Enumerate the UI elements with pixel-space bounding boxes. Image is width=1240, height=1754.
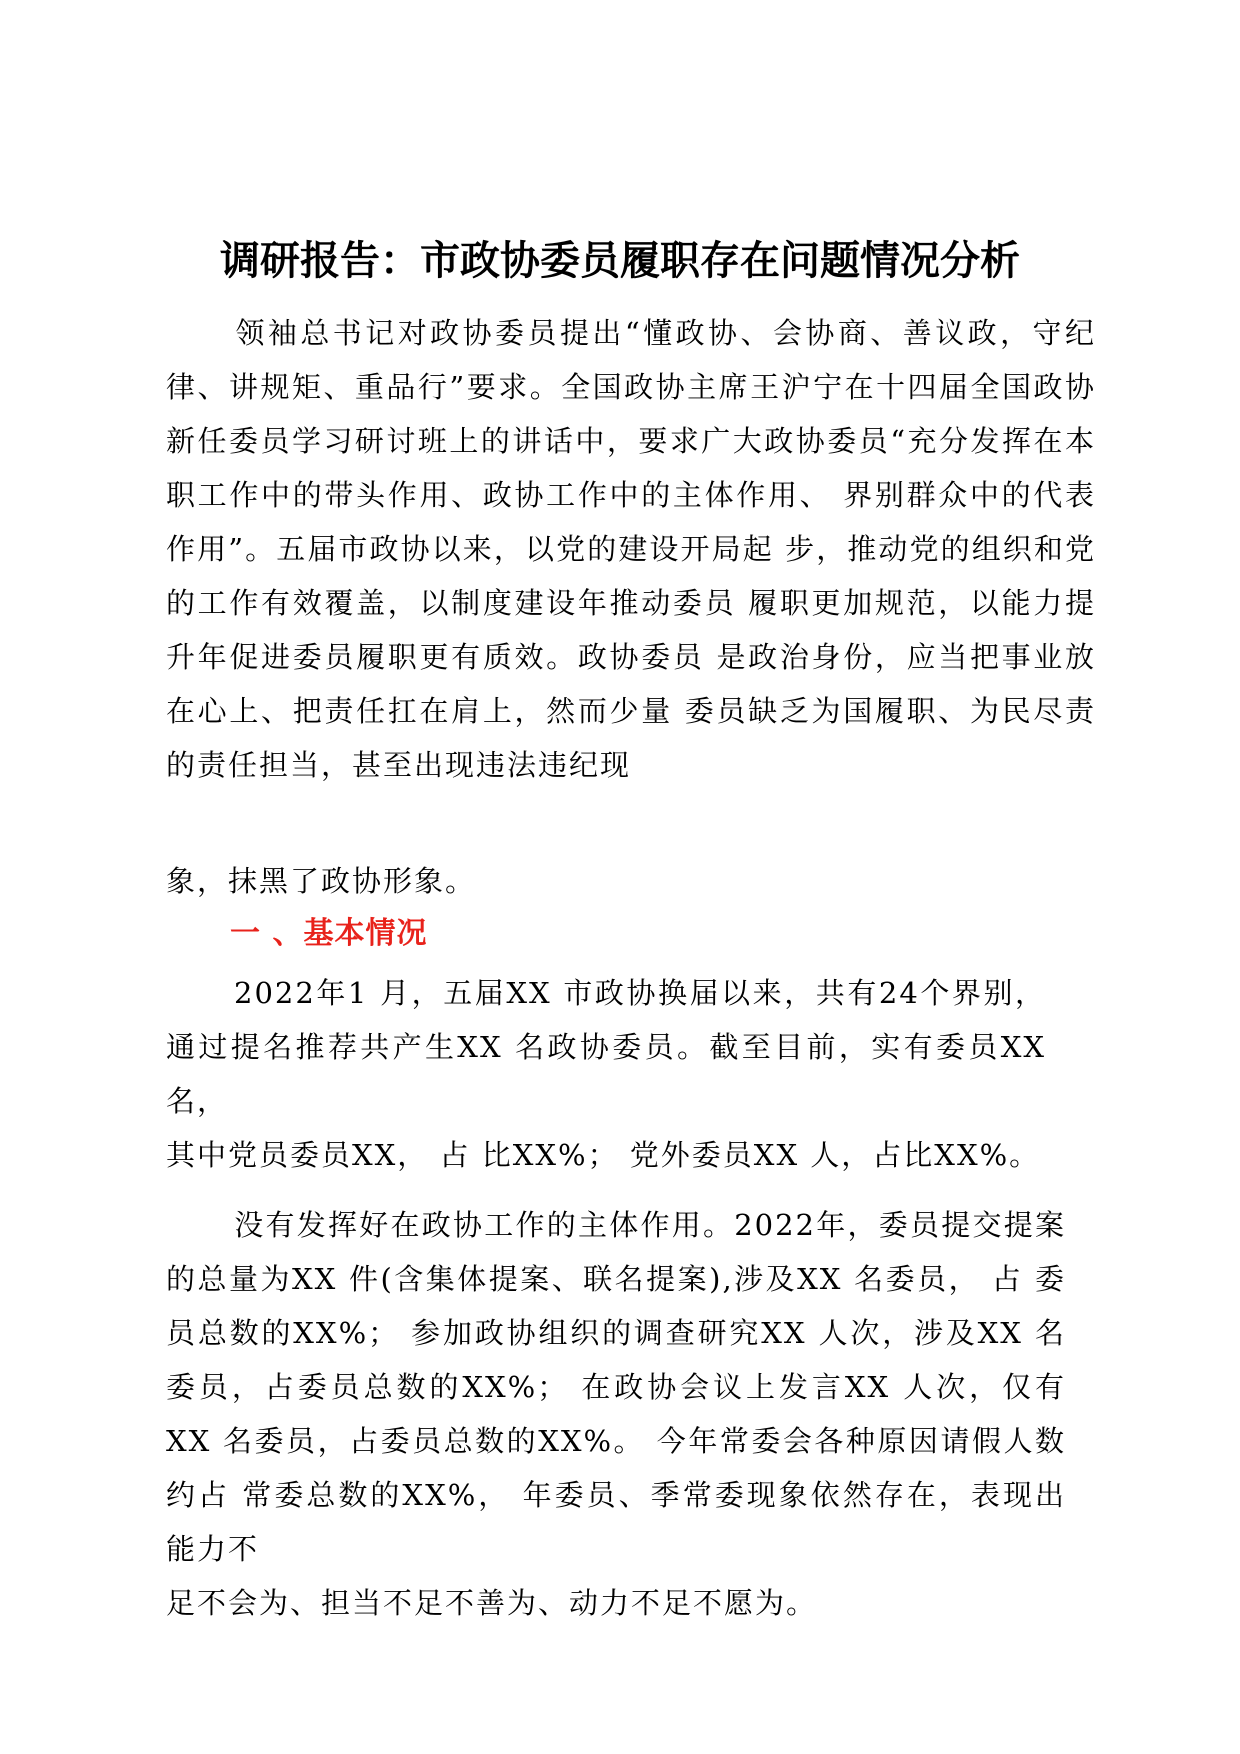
paragraph-conclusion: 足不会为、担当不足不善为、动力不足不愿为。	[166, 1586, 818, 1620]
document-title: 调研报告：市政协委员履职存在问题情况分析	[220, 238, 1020, 284]
paragraph-member-ratio: 其中党员委员XX， 占 比XX%； 党外委员XX 人，占比XX%。	[166, 1138, 1041, 1172]
paragraph-intro-text: 领袖总书记对政协委员提出“懂政协、会协商、善议政，守纪律、讲规矩、重品行”要求。全国政协主席王沪宁在十四届全国政协新任委员学习研讨班上的讲话中，要求广大政协委员“充分发挥在本职工作中的带头作用、政协工作中的主体作用、 界别群众中的代表作用”。五届市政协以来，以党的建设开局起 步，推动党的组织和党的工作有效覆盖，以制度建设年推动委员 履职更加规范，以能力提升年促进委员履职更有质效。政协委员 是政治身份，应当把事业放在心上、把责任扛在肩上，然而少量 委员缺乏为国履职、为民尽责的责任担当，甚至出现违法违纪现	[166, 316, 1096, 782]
paragraph-basic-info-text: 2022年1 月，五届XX 市政协换届以来，共有24个界别， 通过提名推荐共产生XX 名政协委员。截至目前，实有委员XX 名，	[166, 976, 1046, 1118]
paragraph-intro	[166, 306, 1096, 792]
paragraph-basic-info	[166, 966, 1046, 1128]
section-heading: 一 、基本情况	[230, 916, 428, 951]
paragraph-performance	[166, 1198, 1066, 1576]
paragraph-performance-text: 没有发挥好在政协工作的主体作用。2022年，委员提交提案 的总量为XX 件(含集体提案、联名提案),涉及XX 名委员， 占 委员总数的XX%； 参加政协组织的调查研究XX 人次，涉及XX 名 委员，占委员总数的XX%； 在政协会议上发言XX 人次，仅有XX 名委员，占委员总数的XX%。 今年常委会各种原因请假人数约占 常委总数的XX%， 年委员、季常委现象依然存在，表现出能力不	[166, 1208, 1066, 1566]
paragraph-intro-continuation: 象，抹黑了政协形象。	[166, 864, 477, 898]
